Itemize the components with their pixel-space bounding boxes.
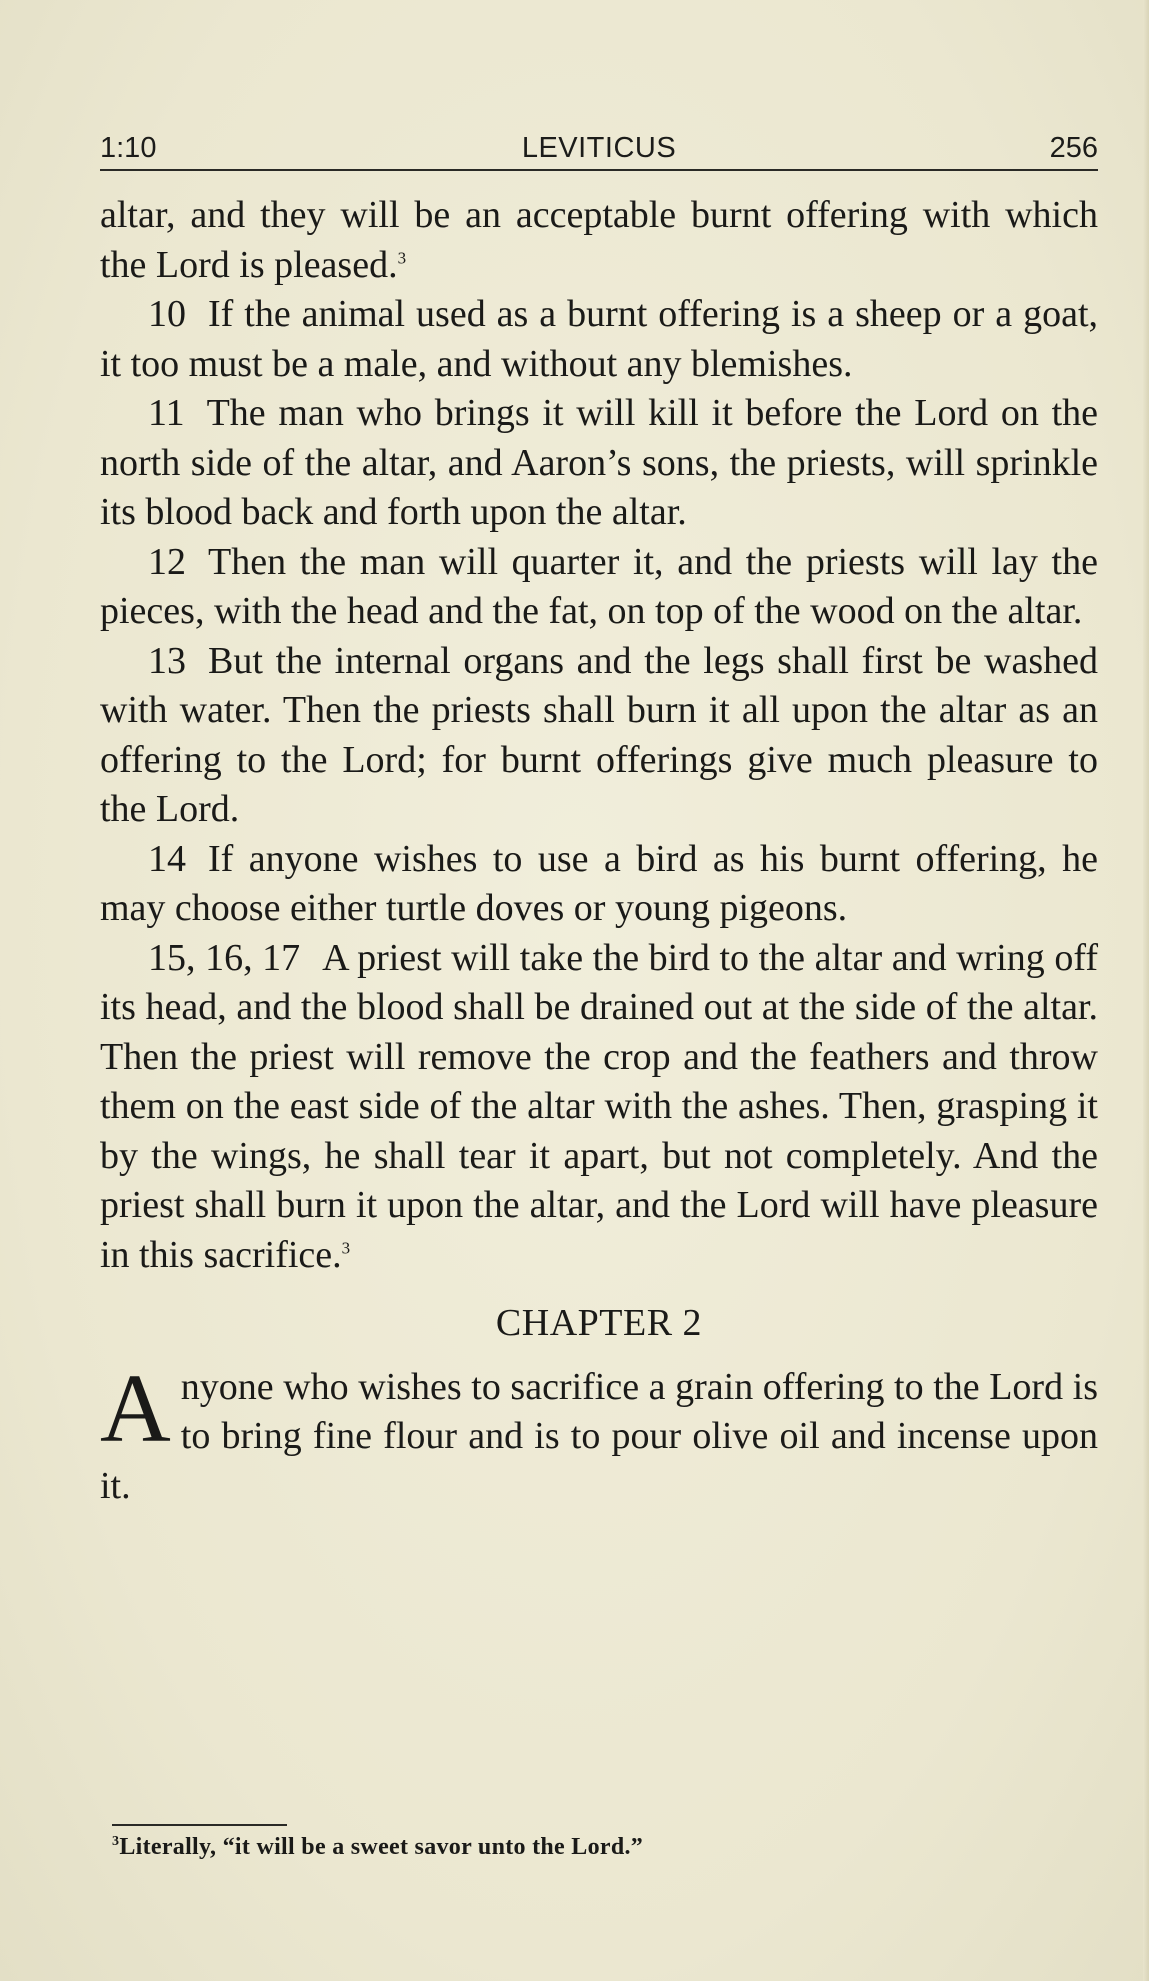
running-header xyxy=(100,128,1098,168)
footnote-marker: 3 xyxy=(397,247,407,267)
chapter-opening-text: nyone who wishes to sacrifice a grain offering to the Lord is to bring fine flour and is to pour olive oil and incense upon it. xyxy=(100,1365,1098,1507)
footnote-text: Literally, “it will be a sweet savor unto the Lord.” xyxy=(119,1834,644,1860)
chapter-verse-reference: 1:10 xyxy=(100,132,157,164)
footnote-number: 3 xyxy=(112,1834,120,1849)
verse-paragraph xyxy=(100,934,1098,1281)
body-text xyxy=(100,191,1098,1511)
verse-paragraph xyxy=(100,389,1098,538)
book-title: LEVITICUS xyxy=(521,132,677,164)
verse-text: A priest will take the bird to the altar and wring off its head, and the blood shall be drained out at the side of the altar. Then the priest will remove the crop and the feathers and throw them on the east side of the altar with the ashes. Then, grasping it by the wings, he shall tear it apart, but not completely. And the priest shall burn it upon the altar, and the Lord will have pleasure in this sacrifice. xyxy=(100,936,1099,1276)
footnote xyxy=(112,1834,1072,1861)
verse-number: 12 xyxy=(148,540,186,583)
verse-text: But the internal organs and the legs shall first be washed with water. Then the priests shall burn it all upon the altar as an offering to the Lord; for burnt offerings give much pleasure to the Lord. xyxy=(100,639,1098,830)
continuation-paragraph: altar, and they will be an acceptable burnt offering with which the Lord is pleased.$^3$ xyxy=(100,194,1098,286)
verse-number: 10 xyxy=(148,293,186,335)
verse-text: If anyone wishes to use a bird as his burnt offering, he may choose either turtle doves or young pigeons. xyxy=(100,837,1098,929)
verse-number: 11 xyxy=(148,392,185,434)
verse-text: The man who brings it will kill it before the Lord on the north side of the altar, and Aaron’s sons, the priests, will sprinkle its blood back and forth upon the altar. xyxy=(100,392,1098,533)
verse-number: 13 xyxy=(148,639,186,682)
verse-number: 15, 16, 17 xyxy=(148,936,301,979)
verse-paragraph xyxy=(100,538,1098,637)
verse-paragraph xyxy=(100,835,1098,934)
header-rule xyxy=(100,169,1098,171)
footnote-marker: 3 xyxy=(341,1237,351,1257)
verse-text: Then the man will quarter it, and the priests will lay the pieces, with the head and the fat, on top of the wood on the altar. xyxy=(100,540,1098,632)
verse-paragraph xyxy=(100,290,1098,389)
chapter-heading: CHAPTER 2 xyxy=(495,1302,703,1344)
page-edge xyxy=(1143,0,1149,1981)
verse-paragraph xyxy=(100,637,1098,835)
page-number: 256 xyxy=(1049,132,1098,164)
footnote-rule xyxy=(112,1824,287,1826)
chapter-opening-paragraph xyxy=(100,1354,1098,1512)
verse-text: If the animal used as a burnt offering is a sheep or a goat, it too must be a male, and without any blemishes. xyxy=(100,293,1098,385)
verse-number: 14 xyxy=(148,837,186,880)
drop-cap: A xyxy=(100,1354,171,1463)
